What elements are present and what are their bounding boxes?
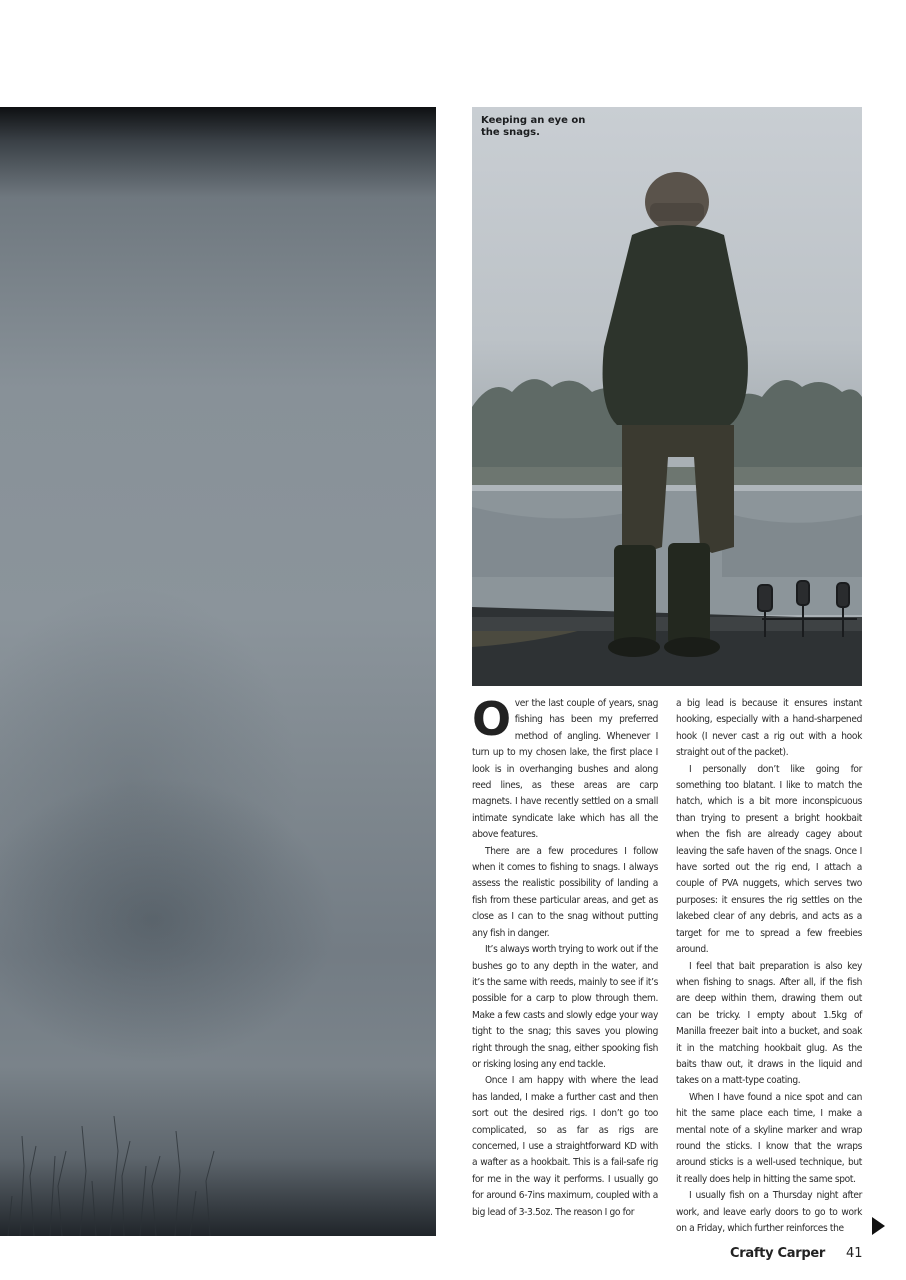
photo-caption: Keeping an eye on the snags.	[481, 115, 586, 138]
paragraph-6: I personally don’t like going for something too blatant. I like to match the hatch, which is a bit more inconspicuous than trying to present a bright hookbait when the fish are already cagey about leaving the safe haven of the snags. Once I have sorted out the rig end, I attach a couple of PVA nuggets, which serves two purposes: it ensures the rig settles on the lakebed clear of any debris, and acts as a target for me to spread a few freebies around.	[676, 763, 862, 956]
article-column-left	[472, 692, 658, 1221]
paragraph-9: I usually fish on a Thursday night after work, and leave early doors to go to work on a Friday, which further reinforces the	[676, 1190, 862, 1234]
paragraph-1	[472, 692, 658, 844]
angler-photo	[472, 107, 862, 686]
drop-cap: O	[472, 692, 511, 746]
page-number: 41	[846, 1246, 863, 1261]
reeds-silhouette	[0, 1056, 436, 1236]
magazine-brand: Crafty Carper	[730, 1246, 825, 1261]
paragraph-2: There are a few procedures I follow when it comes to fishing to snags. I always assess the realistic possibility of landing a fish from these particular areas, and get as close as I can to the snag without putting any fish in danger.	[472, 845, 658, 939]
paragraph-7: I feel that bait preparation is also key when fishing to snags. After all, if the fish are deep within them, drawing them out can be tricky. I empty about 1.5kg of Manilla freezer bait into a bucket, and soak it in the matching hookbait glug. As the baits thaw out, it draws in the liquid and takes on a matt-type coating.	[676, 960, 862, 1087]
continue-arrow-icon	[872, 1217, 885, 1235]
article-column-right	[676, 696, 862, 1237]
misty-lake-photo	[0, 107, 436, 1236]
paragraph-3: It’s always worth trying to work out if the bushes go to any depth in the water, and it’s the same with reeds, mainly to see if it’s possible for a carp to plow through them. Make a few casts and slowly edge your way tight to the snag; this saves you plowing right through the snag, either spooking fish or risking losing any end tackle.	[472, 944, 658, 1070]
paragraph-8: When I have found a nice spot and can hit the same place each time, I make a mental note of a skyline marker and wrap round the sticks. I know that the wraps around sticks is a well-used technique, but it really does help in hitting the same spot.	[676, 1091, 862, 1185]
paragraph-1-text: ver the last couple of years, snag fishing has been my preferred method of angling. Whenever I turn up to my chosen lake, the first place I look is in overhanging bushes and along reed lines, as these areas are carp magnets. I have recently settled on a small intimate syndicate lake which has all the above features.	[472, 698, 658, 841]
paragraph-5: a big lead is because it ensures instant hooking, especially with a hand-sharpened hook (I never cast a rig out with a hook straight out of the packet).	[676, 698, 862, 759]
angler-scene	[472, 107, 862, 686]
paragraph-4: Once I am happy with where the lead has landed, I make a further cast and then sort out the desired rigs. I don’t go too complicated, so as far as rigs are concerned, I use a straightforward KD with a wafter as a hookbait. This is a fail-safe rig for me in the way it performs. I usually go for around 6-7ins maximum, coupled with a big lead of 3-3.5oz. The reason I go for	[472, 1075, 658, 1218]
